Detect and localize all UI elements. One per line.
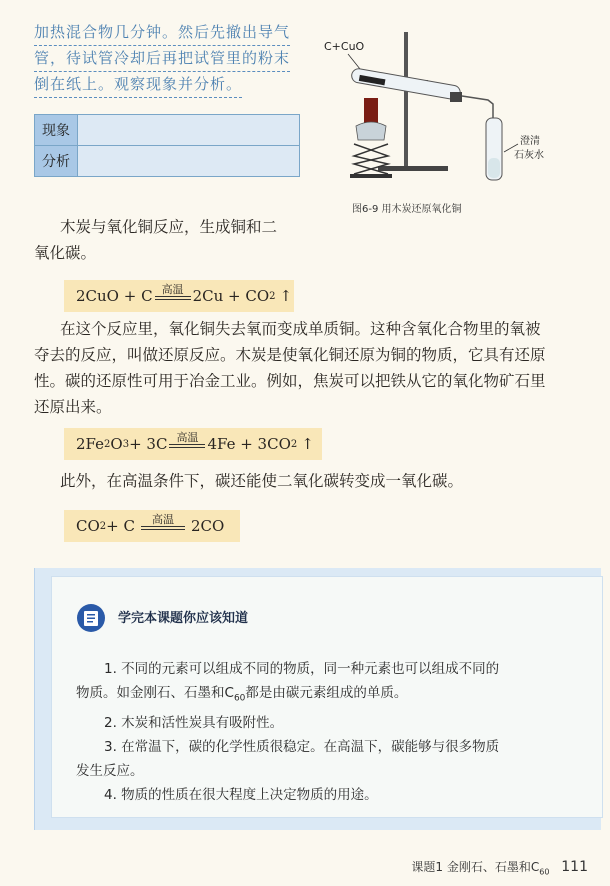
eq3-condition: 高温 — [141, 514, 185, 530]
summary-box — [34, 568, 601, 830]
paragraph-2-line-2: 夺去的反应，叫做还原反应。木炭是使氧化铜还原为铜的物质，它具有还原 — [34, 346, 546, 364]
eq2-condition: 高温 — [169, 432, 205, 448]
summary-title: 学完本课题你应该知道 — [118, 611, 249, 626]
equation-1: 2CuO + C 高温 2Cu + CO 2 ↑ — [64, 280, 294, 312]
figure-caption: 图6-9 用木炭还原氧化铜 — [352, 204, 462, 215]
paragraph-2-line-4: 还原出来。 — [34, 398, 112, 416]
analysis-answer-cell[interactable] — [78, 146, 300, 177]
book-icon — [76, 603, 106, 633]
summary-item-1-continued: 物质。如金刚石、石墨和$C_{60}$都是由碳元素组成的单质。 — [76, 685, 408, 704]
reactant-label: C+CuO — [324, 40, 365, 53]
paragraph-1-line-1: 木炭与氧化铜反应，生成铜和二 — [60, 218, 278, 236]
summary-list — [76, 657, 586, 807]
intro-line-2: 管，待试管冷却后再把试管里的粉末 — [34, 46, 290, 72]
summary-item-1: 1. 不同的元素可以组成不同的物质，同一种元素也可以组成不同的 — [104, 661, 500, 677]
equation-2: 2Fe 2 O 3 + 3C 高温 4Fe + 3CO 2 ↑ — [64, 428, 322, 460]
intro-line-3: 倒在纸上。观察现象并分析。 — [34, 72, 242, 98]
stand-base — [378, 166, 448, 171]
observation-table — [34, 114, 300, 177]
summary-panel — [51, 576, 603, 818]
paragraph-2-line-1: 在这个反应里，氧化铜失去氧而变成单质铜。这种含氧化合物里的氧被 — [60, 320, 541, 338]
paragraph-2-line-3: 性。碳的还原性可用于冶金工业。例如，焦炭可以把铁从它的氧化物矿石里 — [34, 372, 546, 390]
stand-rod — [404, 32, 408, 168]
alcohol-lamp — [356, 122, 386, 140]
summary-item-3: 3. 在常温下，碳的化学性质很稳定。在高温下，碳能够与很多物质 — [104, 738, 500, 755]
summary-item-3-continued: 发生反应。 — [76, 762, 144, 779]
table-row — [35, 146, 300, 177]
gas-arrow: ↑ — [301, 435, 314, 453]
page-footer: 课题1 金刚石、石墨和$C_{60}$ 111 — [411, 859, 588, 877]
footer-topic: 课题1 金刚石、石墨和C — [411, 860, 540, 874]
eq1-right: 2Cu + CO — [192, 287, 270, 305]
table-row — [35, 115, 300, 146]
paragraph-1-line-2: 氧化碳。 — [34, 244, 97, 262]
equation-3: CO 2 + C 高温 2CO — [64, 510, 240, 542]
limewater-label-2: 石灰水 — [514, 150, 544, 161]
limewater-label-1: 澄清 — [520, 136, 540, 147]
eq1-left: 2CuO + C — [76, 287, 153, 305]
page-number: 111 — [561, 859, 588, 875]
phenomenon-answer-cell[interactable] — [78, 115, 300, 146]
eq1-condition: 高温 — [155, 284, 191, 300]
row-label-analysis: 分析 — [35, 146, 78, 177]
intro-line-1: 加热混合物几分钟。然后先撤出导气 — [34, 20, 290, 46]
intro-text — [34, 20, 304, 98]
summary-item-4: 4. 物质的性质在很大程度上决定物质的用途。 — [104, 786, 378, 803]
gas-arrow: ↑ — [279, 287, 293, 305]
paragraph-3: 此外，在高温条件下，碳还能使二氧化碳转变成一氧化碳。 — [60, 472, 464, 490]
row-label-phenomenon: 现象 — [35, 115, 78, 146]
apparatus-figure — [318, 28, 548, 188]
summary-item-2: 2. 木炭和活性炭具有吸附性。 — [104, 714, 284, 731]
